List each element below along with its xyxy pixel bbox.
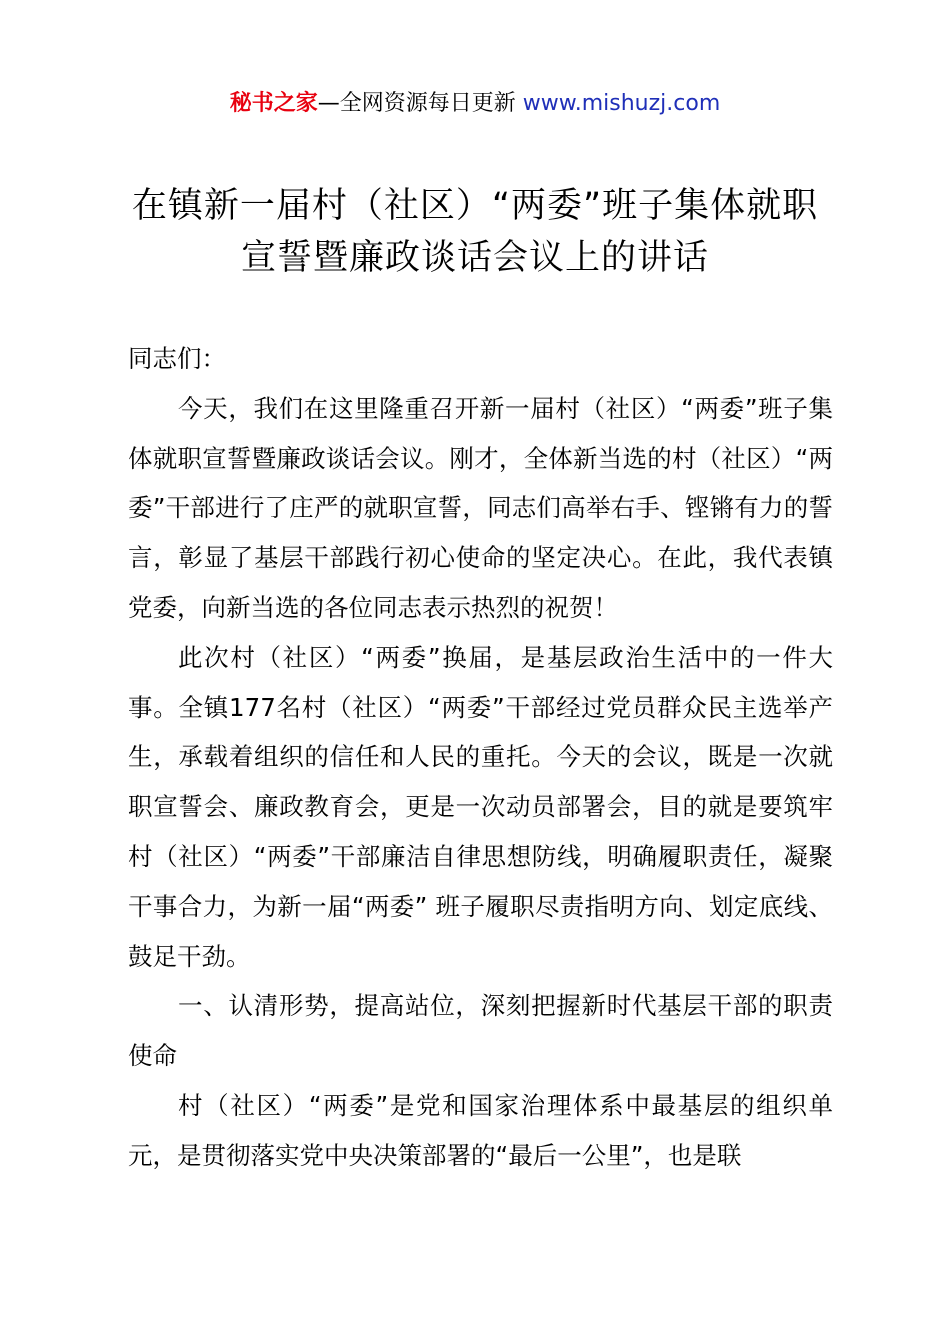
site-header bbox=[0, 88, 950, 120]
document-title bbox=[100, 180, 850, 284]
site-brand[interactable]: 秘书之家 bbox=[229, 91, 318, 116]
title-line-2: 宣誓暨廉政谈话会议上的讲话 bbox=[240, 238, 709, 278]
site-url-link[interactable]: www.mishuzj.com bbox=[522, 91, 721, 116]
paragraph-1: 今天，我们在这里隆重召开新一届村（社区）“两委”班子集体就职宣誓暨廉政谈话会议。刚才，全体新当选的村（社区）“两委”干部进行了庄严的就职宣誓，同志们高举右手、铿锵有力的誓言，彰显了基层干部践行初心使命的坚定决心。在此，我代表镇党委，向新当选的各位同志表示热烈的祝贺！ bbox=[128, 393, 833, 622]
salutation: 同志们： bbox=[128, 344, 226, 373]
paragraph-2: 此次村（社区）“两委”换届，是基层政治生活中的一件大事。全镇177名村（社区）“两委”干部经过党员群众民主选举产生，承载着组织的信任和人民的重托。今天的会议，既是一次就职宣誓会、廉政教育会，更是一次动员部署会，目的就是要筑牢村（社区）“两委”干部廉洁自律思想防线，明确履职责任，凝聚干事合力，为新一届“两委” 班子履职尽责指明方向、划定底线、鼓足干劲。 bbox=[128, 642, 833, 971]
section-1-paragraph: 村（社区）“两委”是党和国家治理体系中最基层的组织单元，是贯彻落实党中央决策部署的“最后一公里”，也是联 bbox=[128, 1090, 833, 1170]
section-heading-1: 一、认清形势，提高站位，深刻把握新时代基层干部的职责使命 bbox=[128, 991, 833, 1071]
document-body bbox=[128, 334, 833, 1181]
title-line-1: 在镇新一届村（社区）“两委”班子集体就职 bbox=[131, 186, 819, 226]
site-tagline: —全网资源每日更新 bbox=[317, 91, 523, 116]
